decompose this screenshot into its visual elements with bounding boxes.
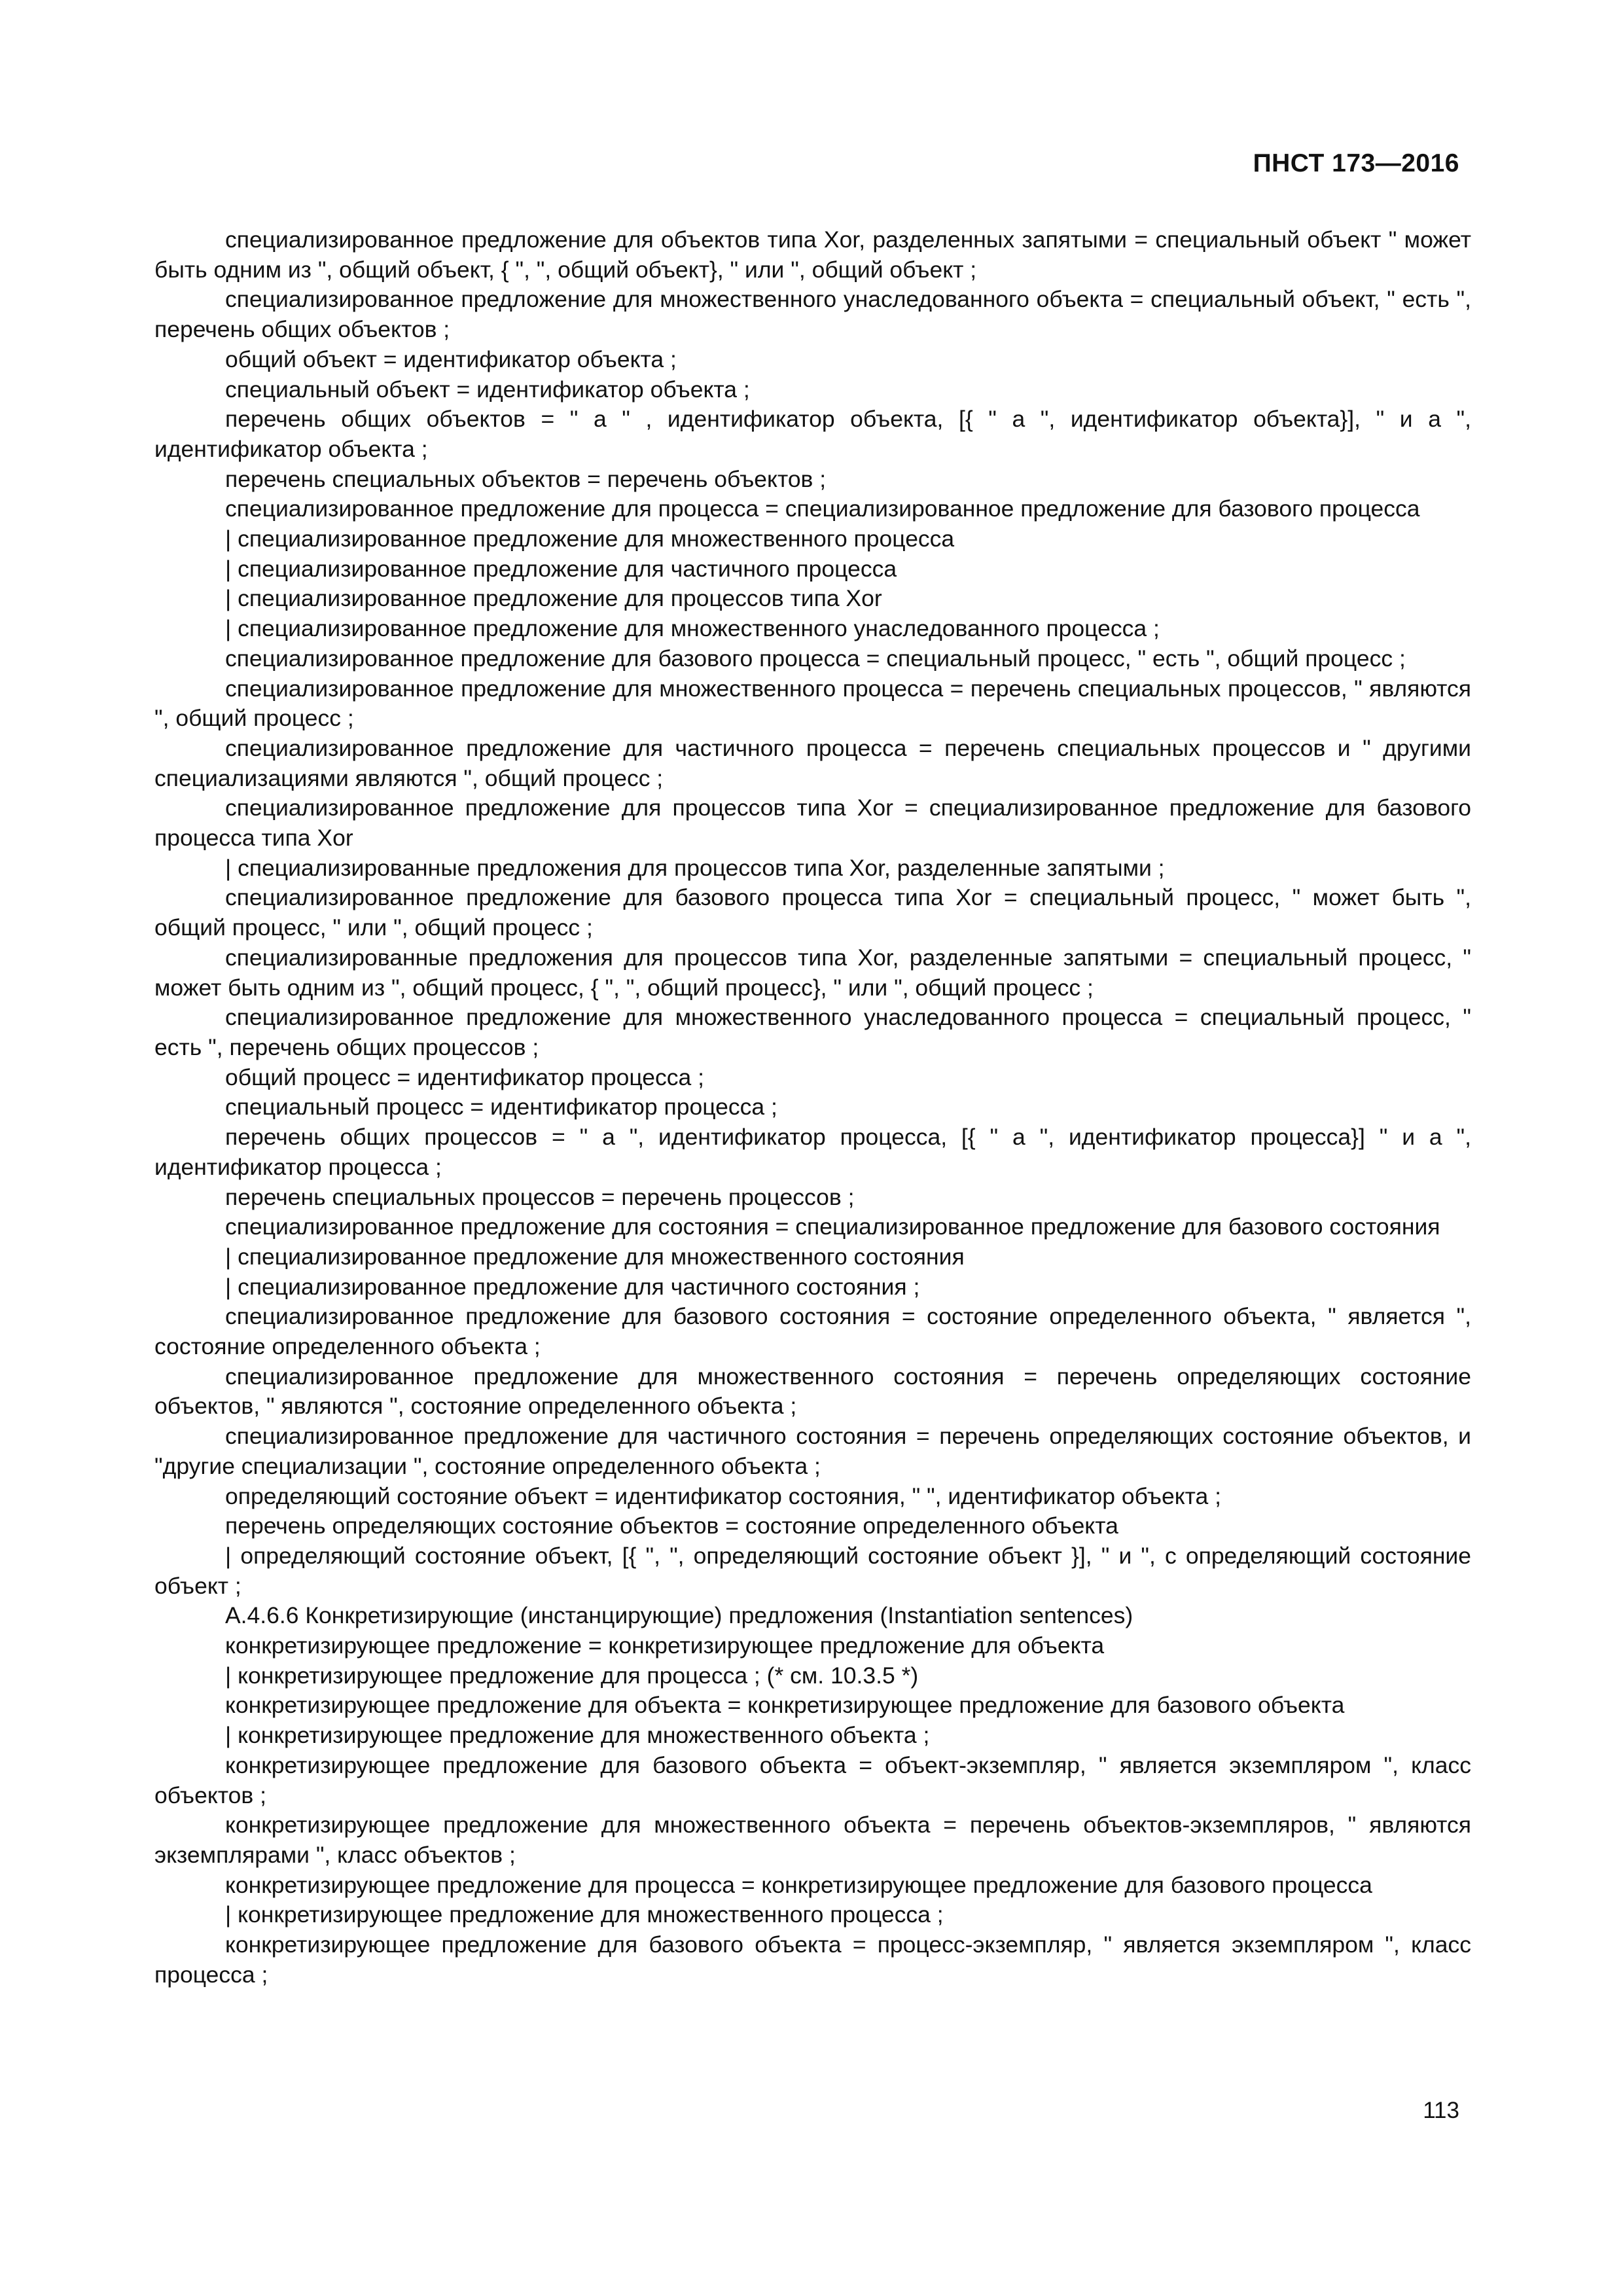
paragraph: | специализированное предложение для процессов типа Xor — [225, 585, 882, 612]
paragraph: специализированное предложение для процессов типа Xor = специализированное предложение для базового процесса типа Xor — [154, 795, 1471, 852]
paragraph: конкретизирующее предложение = конкретизирующее предложение для объекта — [225, 1632, 1105, 1659]
paragraph: специальный объект = идентификатор объекта ; — [225, 376, 750, 403]
paragraph: | конкретизирующее предложение для процесса ; (* см. 10.3.5 *) — [225, 1662, 919, 1689]
paragraph: перечень определяющих состояние объектов = состояние определенного объекта — [225, 1513, 1118, 1539]
paragraph: | специализированное предложение для множественного процесса — [225, 526, 955, 552]
paragraph: перечень общих процессов = " а ", идентификатор процесса, [{ " а ", идентификатор процесса}] " и а ", идентификатор процесса ; — [154, 1124, 1471, 1180]
paragraph: | конкретизирующее предложение для множественного объекта ; — [225, 1722, 930, 1749]
paragraph: специализированное предложение для объектов типа Xor, разделенных запятыми = специальный объект " может быть одним из ", общий объект, { ", ", общий объект}, " или ", общий объект ; — [154, 226, 1471, 283]
paragraph: специализированное предложение для состояния = специализированное предложение для базового состояния — [225, 1213, 1440, 1240]
paragraph: специализированное предложение для базового состояния = состояние определенного объекта, " является ", состояние определенного объекта ; — [154, 1303, 1471, 1360]
paragraph: специализированное предложение для множественного унаследованного объекта = специальный объект, " есть ", перечень общих объектов ; — [154, 286, 1471, 343]
section-heading: А.4.6.6 Конкретизирующие (инстанцирующие) предложения (Instantiation sentences) — [225, 1602, 1133, 1629]
paragraph: | специализированное предложение для множественного унаследованного процесса ; — [225, 615, 1160, 642]
paragraph: | определяющий состояние объект, [{ ", ", определяющий состояние объект }], " и ", с определяющий состояние объект ; — [154, 1542, 1471, 1599]
paragraph: конкретизирующее предложение для множественного объекта = перечень объектов-экземпляров, " являются экземплярами ", класс объектов ; — [154, 1812, 1471, 1868]
paragraph: специализированное предложение для базового процесса типа Xor = специальный процесс, " может быть ", общий процесс, " или ", общий процесс ; — [154, 884, 1471, 941]
page-body — [154, 225, 1471, 1990]
paragraph: специализированное предложение для частичного состояния = перечень определяющих состояние объектов, и "другие специализации ", состояние определенного объекта ; — [154, 1423, 1471, 1479]
paragraph: специализированное предложение для множественного процесса = перечень специальных процессов, " являются ", общий процесс ; — [154, 675, 1471, 732]
paragraph: общий объект = идентификатор объекта ; — [225, 346, 677, 372]
paragraph: | специализированное предложение для частичного процесса — [225, 555, 897, 582]
paragraph: конкретизирующее предложение для процесса = конкретизирующее предложение для базового процесса — [225, 1871, 1372, 1898]
paragraph: | специализированные предложения для процессов типа Xor, разделенные запятыми ; — [225, 854, 1165, 881]
paragraph: специализированное предложение для множественного состояния = перечень определяющих состояние объектов, " являются ", состояние определенного объекта ; — [154, 1363, 1471, 1420]
paragraph: перечень специальных процессов = перечень процессов ; — [225, 1183, 855, 1210]
paragraph: перечень общих объектов = " а " , идентификатор объекта, [{ " а ", идентификатор объекта}], " и а ", идентификатор объекта ; — [154, 406, 1471, 462]
document-id: ПНСТ 173—2016 — [1253, 149, 1459, 177]
paragraph: специализированные предложения для процессов типа Xor, разделенные запятыми = специальный процесс, " может быть одним из ", общий процесс, { ", ", общий процесс}, " или ", общий процесс ; — [154, 944, 1471, 1001]
paragraph: конкретизирующее предложение для объекта = конкретизирующее предложение для базового объекта — [225, 1692, 1345, 1719]
paragraph: специализированное предложение для базового процесса = специальный процесс, " есть ", общий процесс ; — [225, 645, 1406, 672]
paragraph: специализированное предложение для частичного процесса = перечень специальных процессов и " другими специализациями являются ", общий процесс ; — [154, 734, 1471, 791]
paragraph: конкретизирующее предложение для базового объекта = объект-экземпляр, " является экземпляром ", класс объектов ; — [154, 1751, 1471, 1808]
paragraph: специальный процесс = идентификатор процесса ; — [225, 1094, 777, 1121]
paragraph: определяющий состояние объект = идентификатор состояния, " ", идентификатор объекта ; — [225, 1482, 1221, 1509]
paragraph: общий процесс = идентификатор процесса ; — [225, 1064, 705, 1090]
paragraph: | конкретизирующее предложение для множественного процесса ; — [225, 1901, 944, 1928]
paragraph: | специализированное предложение для множественного состояния — [225, 1243, 965, 1270]
paragraph: | специализированное предложение для частичного состояния ; — [225, 1273, 920, 1300]
page-number: 113 — [1423, 2098, 1459, 2123]
paragraph: специализированное предложение для процесса = специализированное предложение для базового процесса — [225, 495, 1420, 522]
paragraph: перечень специальных объектов = перечень объектов ; — [225, 465, 827, 492]
paragraph: специализированное предложение для множественного унаследованного процесса = специальный процесс, " есть ", перечень общих процессов ; — [154, 1004, 1471, 1060]
paragraph: конкретизирующее предложение для базового объекта = процесс-экземпляр, " является экземпляром ", класс процесса ; — [154, 1931, 1471, 1988]
